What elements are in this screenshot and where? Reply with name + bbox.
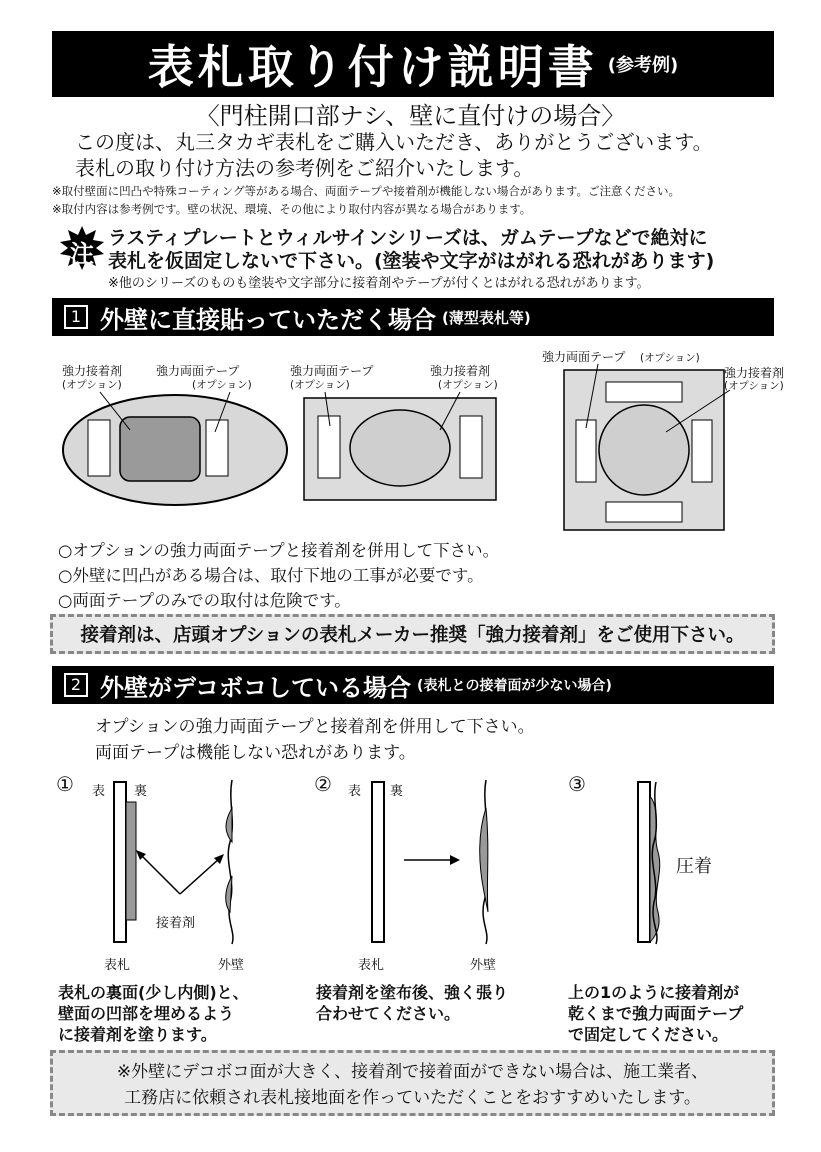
section-1-number: 1: [64, 305, 88, 329]
diagram-square-circle: 強力両面テープ (オプション) 強力接着剤 (オプション): [540, 340, 800, 540]
section-2-title: 外壁がデコボコしている場合: [100, 673, 412, 702]
section-2-intro-1: オプションの強力両面テープと接着剤を併用して下さい。: [95, 717, 535, 737]
step-3-diagram: ③ 圧着: [566, 772, 776, 982]
section-2-subtitle: (表札との接着面が少ない場合): [417, 678, 612, 694]
page-subtitle: 〈門柱開口部ナシ、壁に直付けの場合〉: [195, 102, 626, 130]
step-2-caption: 接着剤を塗布後、強く張り 合わせてください。: [316, 983, 509, 1023]
step-1-diagram: ① 表 裏 接着剤 表札 外壁: [56, 772, 245, 973]
warning-line-3: ※他のシリーズのものも塗装や文字部分に接着剤やテープが付くとはがれる恐れがあります。: [108, 276, 650, 291]
intro-line-1: この度は、丸三タカギ表札をご購入いただき、ありがとうございます。: [75, 130, 713, 154]
section-2-intro-2: 両面テープは機能しない恐れがあります。: [95, 743, 416, 763]
intro-line-2: 表札の取り付け方法の参考例をご紹介いたします。: [75, 156, 534, 180]
adhesive-callout: 接着剤は、店頭オプションの表札メーカー推奨「強力接着剤」をご使用下さい。: [50, 614, 775, 654]
title-bar: [52, 31, 774, 97]
bullet-1: ○オプションの強力両面テープと接着剤を併用して下さい。: [58, 541, 500, 560]
diagram-oval: 強力接着剤 (オプション) 強力両面テープ (オプション): [60, 340, 290, 510]
diagram-rect-oval: 強力両面テープ (オプション) 強力接着剤 (オプション): [290, 340, 500, 510]
bullet-2: ○外壁に凹凸がある場合は、取付下地の工事が必要です。: [58, 566, 484, 585]
section-1-subtitle: (薄型表札等): [442, 308, 531, 327]
title-note: (参考例): [607, 55, 679, 76]
section-1-title: 外壁に直接貼っていただく場合: [100, 305, 436, 334]
warning-line-2: 表札を仮固定しないで下さい。(塗装や文字がはがれる恐れがあります): [108, 250, 715, 272]
footer-note: ※外壁にデコボコ面が大きく、接着剤で接着面ができない場合は、施工業者、 工務店に依頼され表札接地面を作っていただくことをおすすめいたします。: [50, 1050, 775, 1116]
section-1-header: [52, 298, 774, 336]
note-2: ※取付内容は参考例です。壁の状況、環境、その他により取付内容が異なる場合があります。: [52, 202, 532, 216]
step-1-caption: 表札の裏面(少し内側)と、 壁面の凹部を埋めるよう に接着剤を塗ります。: [58, 983, 249, 1044]
warning-line-1: ラスティプレートとウィルサインシリーズは、ガムテープなどで絶対に: [108, 227, 708, 249]
press-label: 圧着: [676, 856, 712, 877]
warning-badge: 注: [60, 226, 104, 270]
step-2-diagram: ② 表 裏 表札 外壁: [314, 772, 497, 973]
section-2-header: [52, 666, 774, 704]
section-2-number: 2: [64, 673, 88, 697]
step-3-caption: 上の1のように接着剤が 乾くまで強力両面テープ で固定してください。: [568, 983, 744, 1044]
bullet-3: ○両面テープのみでの取付は危険です。: [58, 591, 351, 610]
page-title: 表札取り付け説明書: [147, 40, 598, 94]
note-1: ※取付壁面に凹凸や特殊コーティング等がある場合、両面テープや接着剤が機能しない場合があります。ご注意ください。: [52, 184, 680, 198]
